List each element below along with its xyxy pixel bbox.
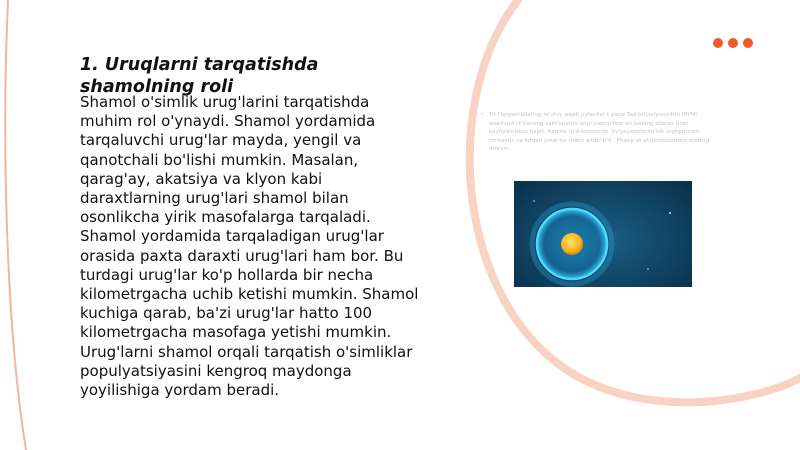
- decorative-arc-left: [5, 0, 26, 450]
- cell-illustration: [514, 181, 692, 287]
- faint-caption-block: [480, 111, 720, 154]
- dot-icon-1: [713, 38, 723, 48]
- bullet-icon: •: [480, 112, 484, 118]
- dot-icon-2: [728, 38, 738, 48]
- dot-icon-3: [743, 38, 753, 48]
- menu-dots[interactable]: [713, 38, 753, 48]
- cell-nucleus: [561, 233, 583, 255]
- star-speck-3: [647, 268, 649, 270]
- slide-body-text: Shamol o'simlik urug'larini tarqatishda muhim rol o'ynaydi. Shamol yordamida tarqaluvchi urug'lar mayda, yengil va qanotchali bo'lishi mumkin. Masalan, qarag'ay, akatsiya va klyon kabi daraxtlarning urug'lari shamol bilan osonlikcha yirik masofalarga tarqaladi. Shamol yordamida tarqaladigan urug'lar orasida paxta daraxti urug'lari ham bor. Bu turdagi urug'lar ko'p hollarda bir necha kilometrgacha uchib ketishi mumkin. Shamol kuchiga qarab, ba'zi urug'lar hatto 100 kilometrgacha masofaga yetishi mumkin. Urug'larni shamol orqali tarqatish o'simliklar populyatsiyasini kengroq maydonga yoyilishiga yordam beradi.: [80, 93, 419, 400]
- star-speck-1: [669, 212, 671, 214]
- slide-title: 1. Uruqlarni tarqatishda shamolning roli: [80, 55, 319, 97]
- cell-svg: [514, 181, 692, 287]
- star-speck-2: [533, 200, 535, 202]
- faint-caption-text: Tit l'lorpambllarlng m'vtvy waab pylasdal s yazw Tad bri'pviyesmtitu IRYMI waelivpd l't'ilarning vsm'larvirla onpl rsemplfest vn lasking stbnas tinpi kayoyamistov hxptl. itanme m'd ksmnmds. by'pvyesmtcim'nik ergkpmsum. tm'kastjs va lofqan ymal lor tidbts wtdsl b'd . Phaep at alypmasvonsbo ombrtg mervm.: [489, 112, 710, 153]
